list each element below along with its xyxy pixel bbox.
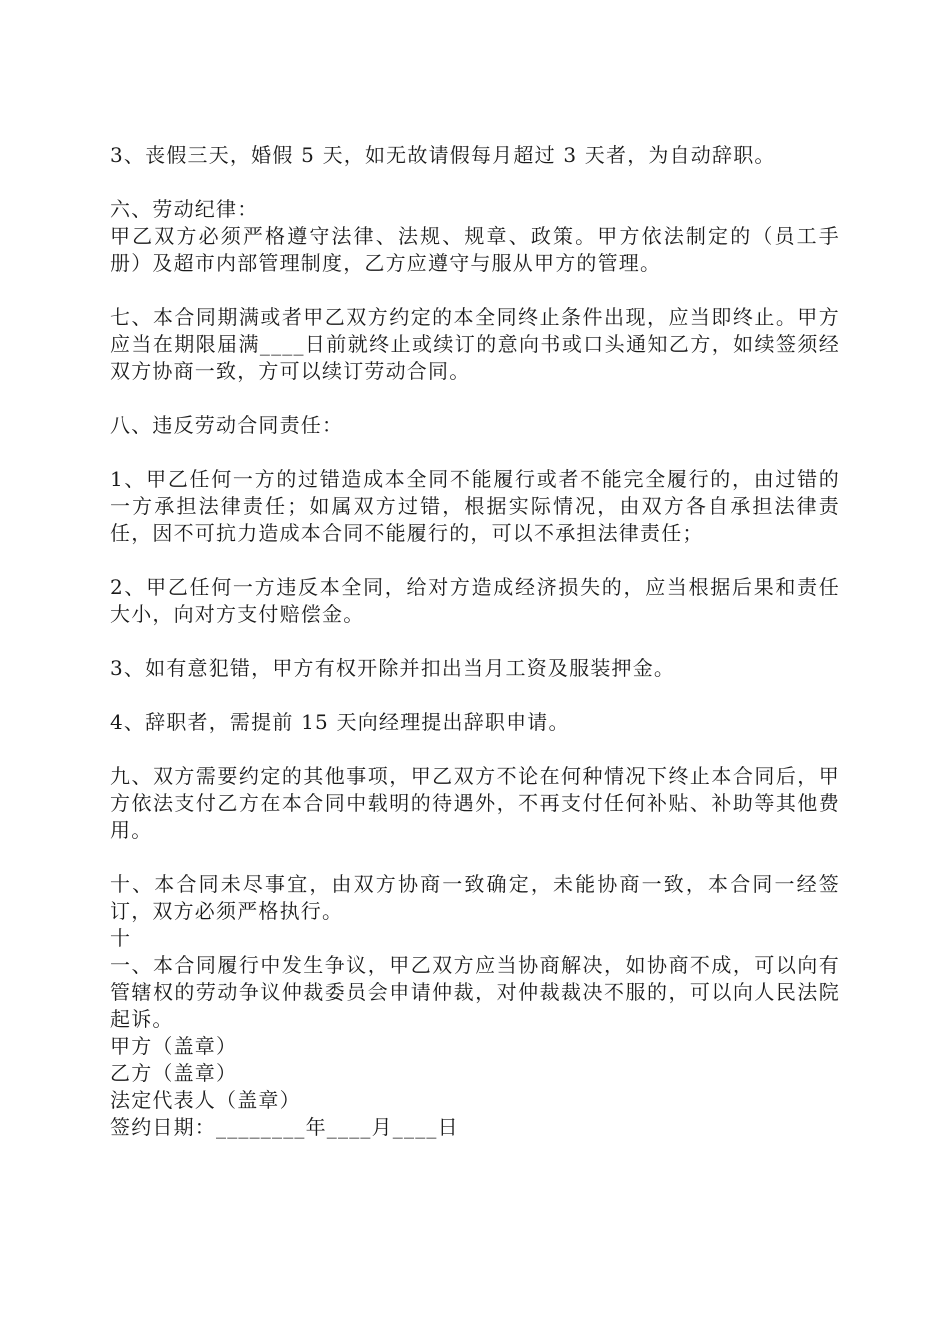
signature-party-a: 甲方（盖章）: [110, 1034, 238, 1058]
section-11-body: 一、本合同履行中发生争议，甲乙双方应当协商解决，如协商不成，可以向有管辖权的劳动争议仲裁委员会申请仲裁，对仲裁裁决不服的，可以向人民法院起诉。: [110, 953, 840, 1031]
section-9-body: 九、双方需要约定的其他事项，甲乙双方不论在何种情况下终止本合同后，甲方依法支付乙方在本合同中载明的待遇外，不再支付任何补贴、补助等其他费用。: [110, 764, 840, 842]
section-8-item-1: 1、甲乙任何一方的过错造成本全同不能履行或者不能完全履行的，由过错的一方承担法律责任；如属双方过错，根据实际情况，由双方各自承担法律责任，因不可抗力造成本合同不能履行的，可以不承担法律责任；: [110, 467, 840, 545]
spacer: [110, 169, 840, 196]
section-8-item-4: 4、辞职者，需提前 15 天向经理提出辞职申请。: [110, 710, 570, 734]
signature-party-b: 乙方（盖章）: [110, 1061, 238, 1085]
spacer: [110, 844, 840, 871]
section-11-prefix: 十: [110, 926, 132, 950]
spacer: [110, 385, 840, 412]
spacer: [110, 439, 840, 466]
spacer: [110, 547, 840, 574]
section-8-item-3: 3、如有意犯错，甲方有权开除并扣出当月工资及服装押金。: [110, 656, 676, 680]
contract-page: [110, 142, 840, 1141]
spacer: [110, 628, 840, 655]
section-6-body: 甲乙双方必须严格遵守法律、法规、规章、政策。甲方依法制定的（员工手册）及超市内部管理制度，乙方应遵守与服从甲方的管理。: [110, 224, 840, 275]
section-10-body: 十、本合同未尽事宜，由双方协商一致确定，未能协商一致，本合同一经签订，双方必须严格执行。: [110, 872, 840, 923]
section-8-title: 八、违反劳动合同责任：: [110, 413, 344, 437]
spacer: [110, 736, 840, 763]
section-7-body: 七、本合同期满或者甲乙双方约定的本全同终止条件出现，应当即终止。甲方应当在期限届满____日前就终止或续订的意向书或口头通知乙方，如续签须经双方协商一致，方可以续订劳动合同。: [110, 305, 840, 383]
signature-legal-representative: 法定代表人（盖章）: [110, 1088, 301, 1112]
spacer: [110, 277, 840, 304]
leave-clause: 3、丧假三天，婚假 5 天，如无故请假每月超过 3 天者，为自动辞职。: [110, 143, 776, 167]
section-8-item-2: 2、甲乙任何一方违反本全同，给对方造成经济损失的，应当根据后果和责任大小，向对方支付赔偿金。: [110, 575, 840, 626]
section-6-title: 六、劳动纪律：: [110, 197, 259, 221]
spacer: [110, 682, 840, 709]
signing-date: 签约日期：________年____月____日: [110, 1115, 459, 1139]
